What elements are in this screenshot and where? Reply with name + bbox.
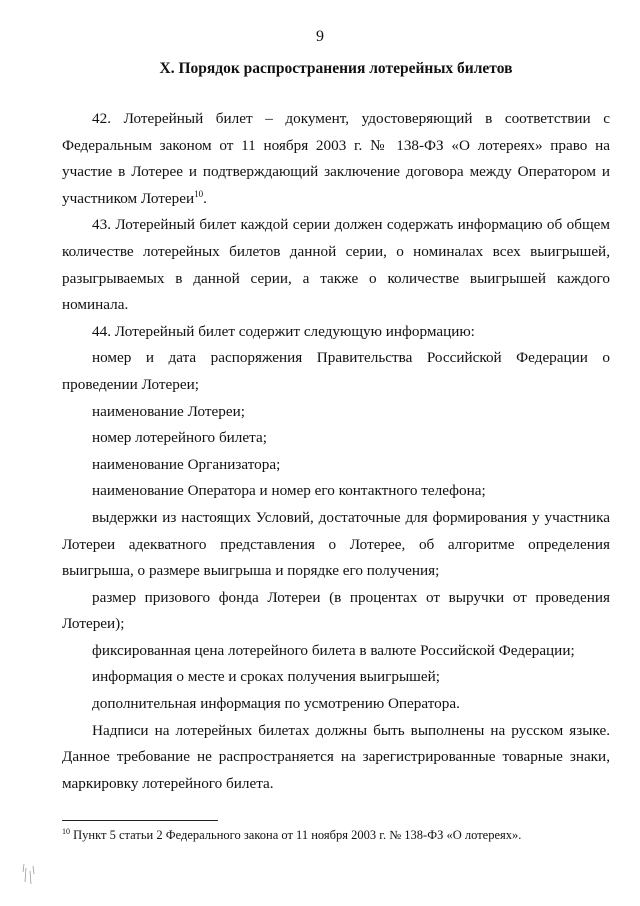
paragraph-44: 44. Лотерейный билет содержит следующую информацию:	[92, 322, 475, 340]
paragraph-42-text: 42. Лотерейный билет – документ, удостоверяющий в соответствии с Федеральным законом от 11 ноября 2003 г. № 138-ФЗ «О лотереях» право на участие в Лотерее и подтверждающий заключение договора между Оператором и участником Лотереи	[62, 110, 610, 207]
paragraph-43: 43. Лотерейный билет каждой серии должен содержать информацию об общем количестве лотерейных билетов данной серии, о номиналах всех выигрышей, разыгрываемых в данной серии, а также о количестве выигрышей каждого номинала.	[62, 216, 610, 314]
closing-paragraph: Надписи на лотерейных билетах должны быть выполнены на русском языке. Данное требование не распространяется на зарегистрированные товарные знаки, маркировку лотерейного билета.	[62, 721, 610, 792]
section-title: X. Порядок распространения лотерейных билетов	[159, 60, 513, 77]
list-item: наименование Организатора;	[92, 455, 281, 473]
list-item: номер и дата распоряжения Правительства Российской Федерации о проведении Лотереи;	[62, 349, 610, 393]
scan-artifact-icon	[18, 862, 40, 886]
list-item: фиксированная цена лотерейного билета в валюте Российской Федерации;	[92, 641, 575, 659]
list-item: наименование Оператора и номер его контактного телефона;	[92, 482, 486, 500]
footnote-mark: 10	[62, 826, 70, 836]
paragraph-42-end: .	[203, 189, 207, 207]
list-item: размер призового фонда Лотереи (в процентах от выручки от проведения Лотереи);	[62, 588, 610, 633]
list-item: информация о месте и сроках получения выигрышей;	[92, 668, 440, 686]
list-item: номер лотерейного билета;	[92, 429, 267, 447]
footnote-text: Пункт 5 статьи 2 Федерального закона от 11 ноября 2003 г. № 138-ФЗ «О лотереях».	[73, 828, 522, 842]
list-item: дополнительная информация по усмотрению Оператора.	[92, 695, 460, 713]
paragraph-42	[62, 106, 610, 212]
footnote-divider	[62, 820, 218, 821]
page-number: 9	[316, 28, 324, 45]
footnote-reference[interactable]: 10	[194, 188, 204, 199]
document-body	[62, 106, 610, 797]
list-item: выдержки из настоящих Условий, достаточные для формирования у участника Лотереи адекватного представления о Лотерее, об алгоритме определения выигрыша, о размере выигрыша и порядке его получения;	[62, 508, 610, 580]
footnote	[62, 827, 610, 843]
list-item: наименование Лотереи;	[92, 402, 245, 420]
